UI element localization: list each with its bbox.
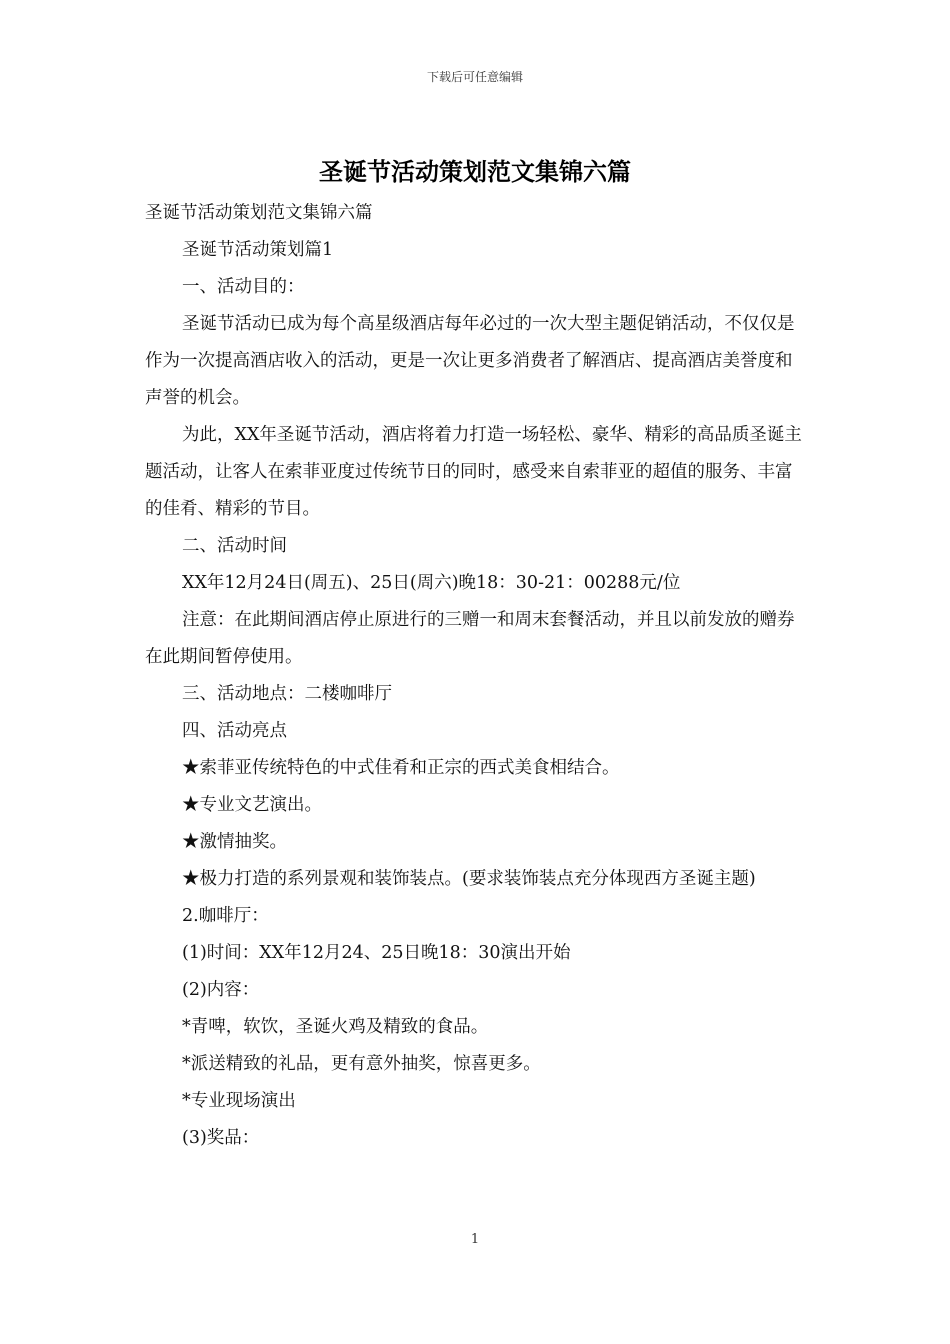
paragraph: *专业现场演出 <box>182 1091 296 1111</box>
page-number: 1 <box>470 1232 480 1247</box>
paragraph: 为此，XX年圣诞节活动，酒店将着力打造一场轻松、豪华、精彩的高品质圣诞主题活动，让客人在索菲亚度过传统节日的同时，感受来自索菲亚的超值的服务、丰富的佳肴、精彩的节目。 <box>145 425 802 519</box>
paragraph: ★激情抽奖。 <box>182 832 287 852</box>
paragraph: XX年12月24日(周五)、25日(周六)晚18：30-21：00288元/位 <box>182 573 681 593</box>
document-title: 圣诞节活动策划范文集锦六篇 <box>319 157 631 186</box>
paragraph: 圣诞节活动已成为每个高星级酒店每年必过的一次大型主题促销活动，不仅仅是作为一次提高酒店收入的活动，更是一次让更多消费者了解酒店、提高酒店美誉度和声誉的机会。 <box>145 314 795 408</box>
paragraph: 注意：在此期间酒店停止原进行的三赠一和周末套餐活动，并且以前发放的赠券在此期间暂停使用。 <box>145 610 795 667</box>
paragraph: ★专业文艺演出。 <box>182 795 322 815</box>
paragraph: 三、活动地点：二楼咖啡厅 <box>182 684 392 704</box>
paragraph: 一、活动目的： <box>182 277 305 297</box>
paragraph: 圣诞节活动策划范文集锦六篇 <box>145 203 373 223</box>
paragraph: 2.咖啡厅： <box>182 906 269 926</box>
paragraph: *青啤，软饮，圣诞火鸡及精致的食品。 <box>182 1017 489 1037</box>
paragraph: ★索菲亚传统特色的中式佳肴和正宗的西式美食相结合。 <box>182 758 620 778</box>
paragraph: (2)内容： <box>182 980 260 1000</box>
paragraph: 二、活动时间 <box>182 536 287 556</box>
paragraph: (1)时间：XX年12月24、25日晚18：30演出开始 <box>182 943 571 963</box>
paragraph: *派送精致的礼品，更有意外抽奖，惊喜更多。 <box>182 1054 541 1074</box>
paragraph: ★极力打造的系列景观和装饰装点。(要求装饰装点充分体现西方圣诞主题) <box>182 869 756 889</box>
header-note: 下载后可任意编辑 <box>426 70 523 84</box>
document-body <box>145 195 807 1157</box>
paragraph: 四、活动亮点 <box>182 721 287 741</box>
paragraph: (3)奖品： <box>182 1128 260 1148</box>
paragraph: 圣诞节活动策划篇1 <box>182 240 334 260</box>
